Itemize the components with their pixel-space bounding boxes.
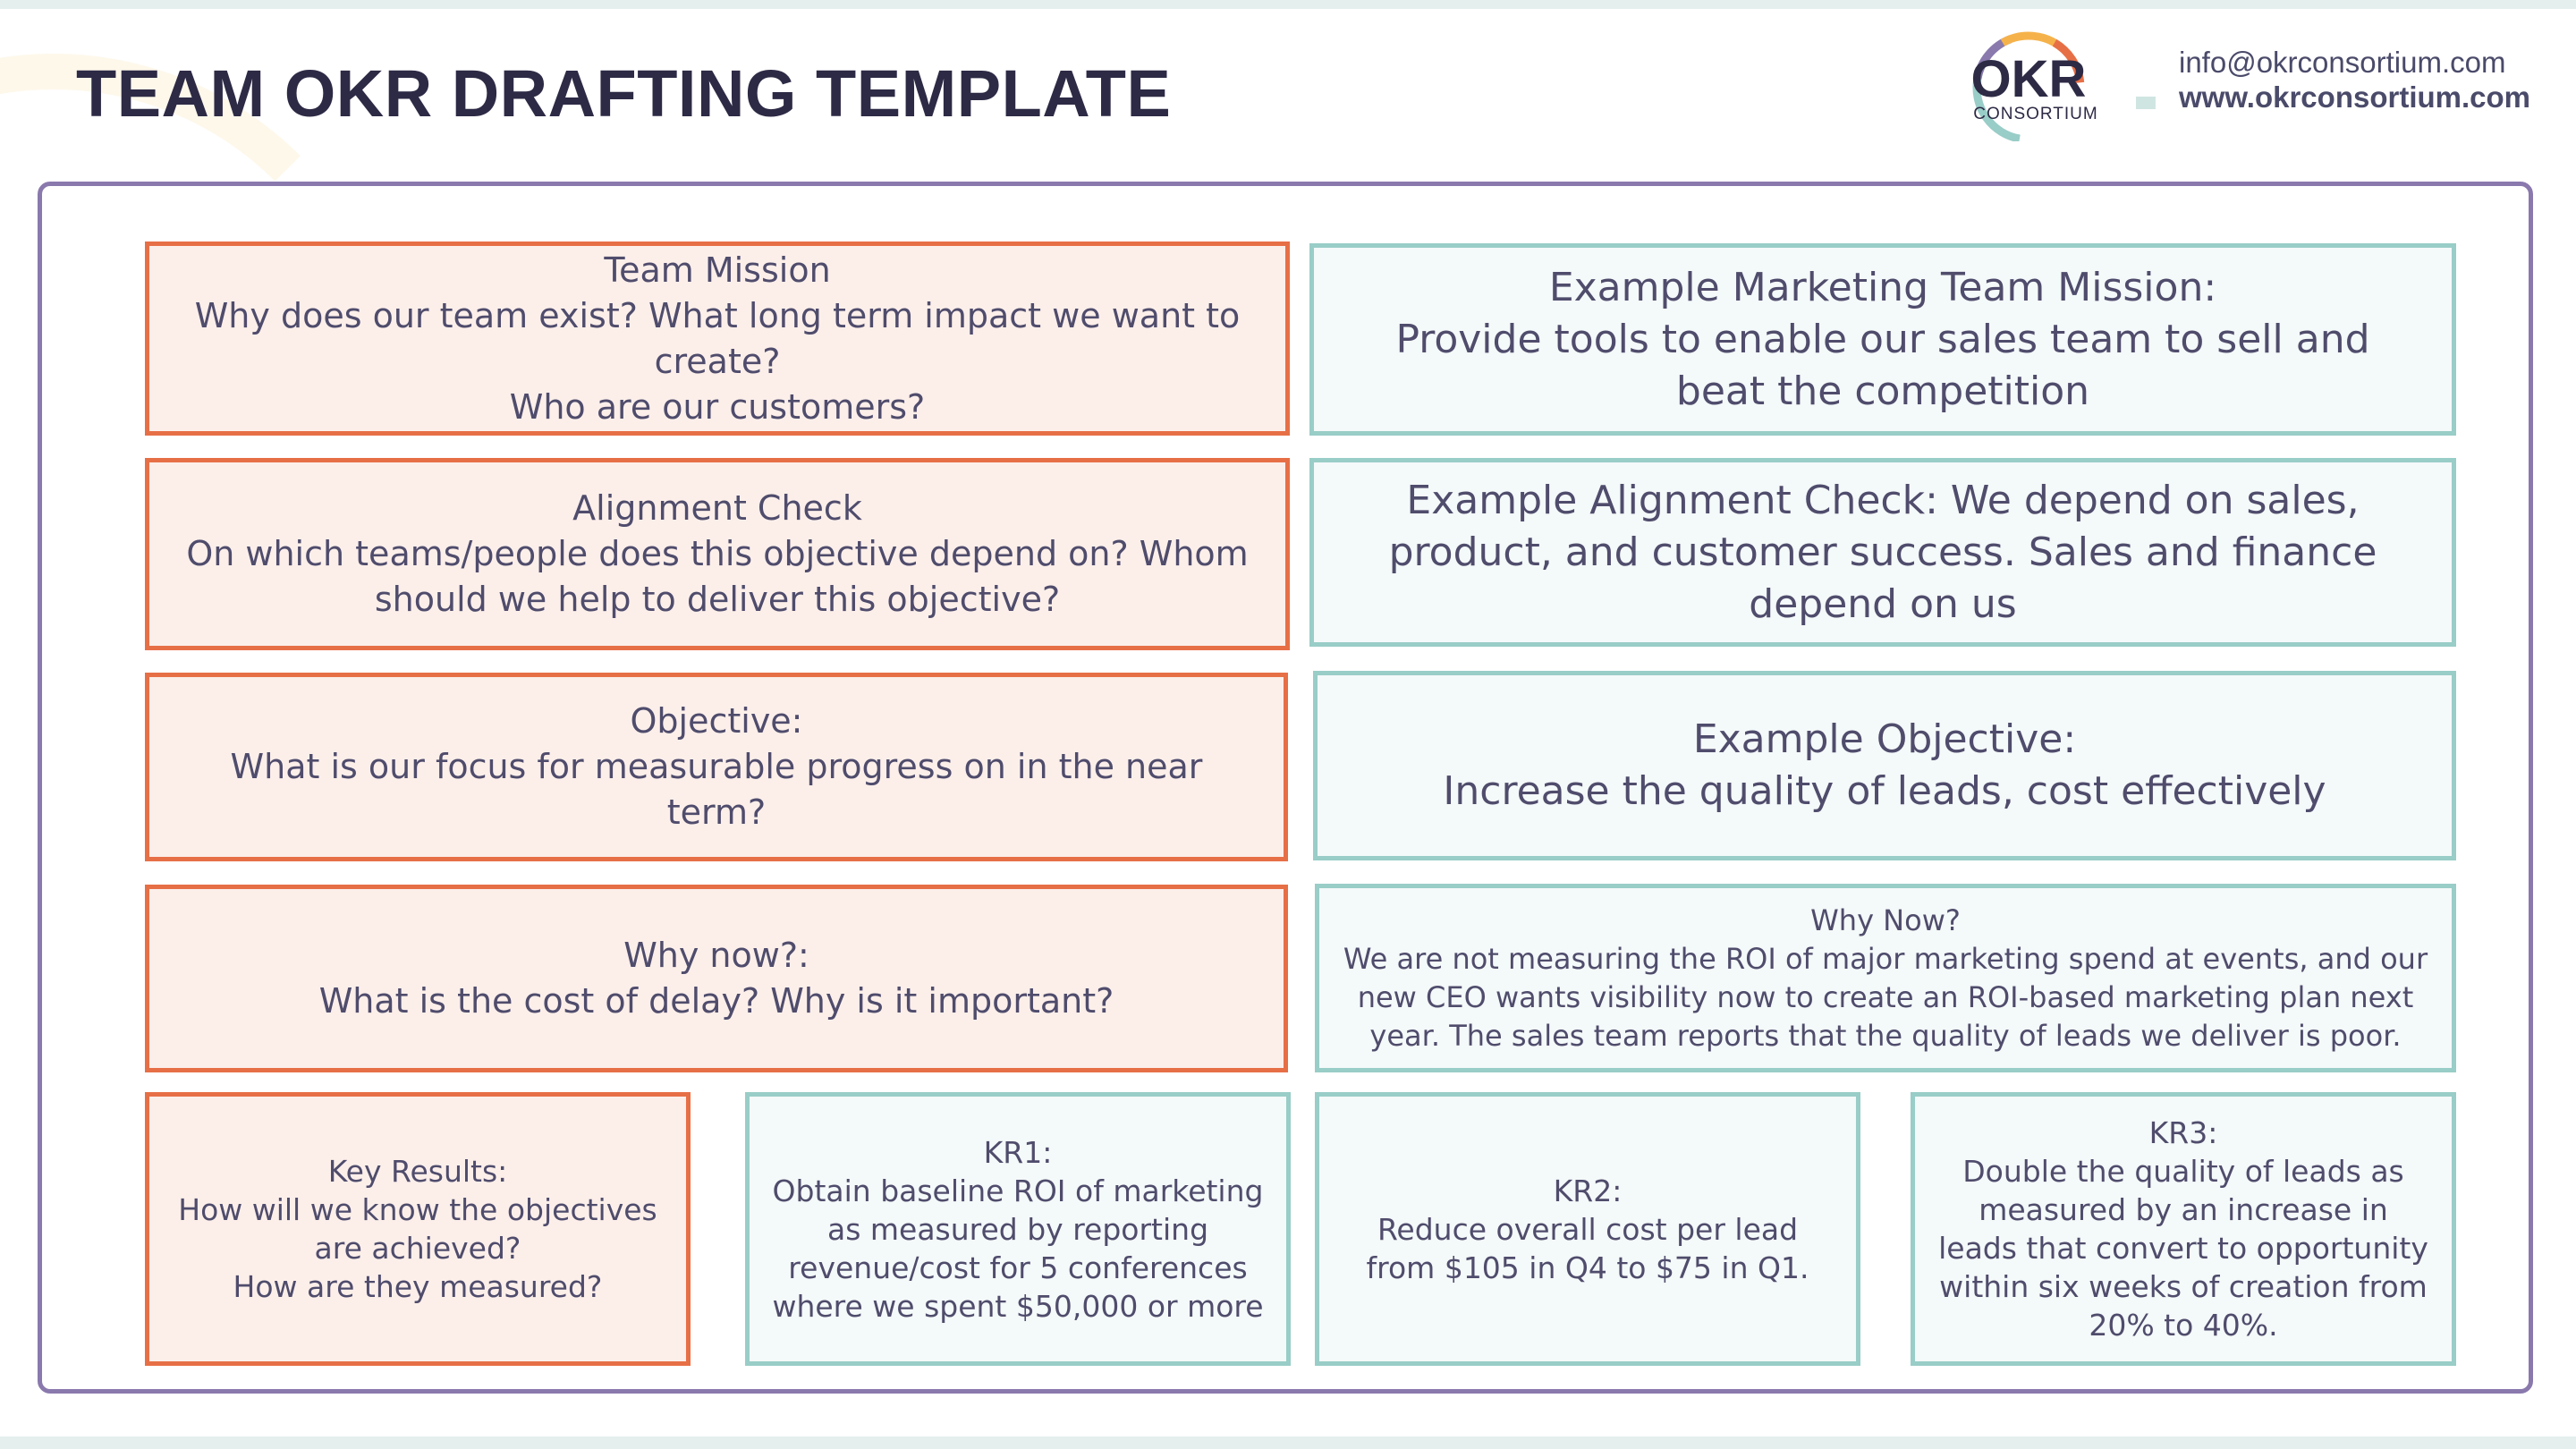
contact-block bbox=[2179, 45, 2530, 114]
key-results-box bbox=[145, 1092, 691, 1366]
team-mission-prompt: Team Mission Why does our team exist? What long term impact we want to create? Who are our customers? bbox=[194, 250, 1241, 427]
page-title: TEAM OKR DRAFTING TEMPLATE bbox=[76, 56, 1172, 131]
example-why-now-text: Why Now? We are not measuring the ROI of major marketing spend at events, and our new CEO wants visibility now to create an ROI-based marketing plan next year. The sales team reports that the quality of leads we deliver is poor. bbox=[1343, 902, 2428, 1053]
contact-website[interactable]: www.okrconsortium.com bbox=[2179, 80, 2531, 114]
example-mission-box bbox=[1309, 243, 2456, 436]
bottom-strip bbox=[0, 1436, 2576, 1449]
objective-prompt: Objective: What is our focus for measurable progress on in the near term? bbox=[230, 701, 1203, 832]
why-now-box bbox=[145, 885, 1288, 1072]
logo-word: OKR bbox=[1970, 50, 2087, 108]
contact-divider bbox=[2136, 97, 2156, 109]
team-mission-box bbox=[145, 242, 1290, 436]
contact-email[interactable]: info@okrconsortium.com bbox=[2179, 46, 2506, 79]
example-alignment-text: Example Alignment Check: We depend on sales, product, and customer success. Sales and finance depend on us bbox=[1388, 477, 2377, 627]
example-why-now-box bbox=[1315, 884, 2456, 1072]
objective-box bbox=[145, 673, 1288, 861]
key-results-prompt: Key Results: How will we know the objectives are achieved? How are they measured? bbox=[178, 1154, 657, 1304]
why-now-prompt: Why now?: What is the cost of delay? Why is it important? bbox=[318, 936, 1114, 1021]
kr1-text: KR1: Obtain baseline ROI of marketing as measured by reporting revenue/cost for 5 conferences where we spent $50,000 or more bbox=[772, 1134, 1264, 1324]
example-objective-box bbox=[1313, 671, 2456, 860]
example-objective-text: Example Objective: Increase the quality of leads, cost effectively bbox=[1443, 716, 2326, 814]
logo-subword: CONSORTIUM bbox=[1973, 105, 2098, 123]
alignment-check-prompt: Alignment Check On which teams/people does this objective depend on? Whom should we help to deliver this objective? bbox=[186, 488, 1249, 619]
okr-consortium-logo bbox=[1923, 16, 2111, 141]
kr1-box bbox=[745, 1092, 1291, 1366]
kr2-box bbox=[1315, 1092, 1860, 1366]
kr3-box bbox=[1911, 1092, 2456, 1366]
alignment-check-box bbox=[145, 458, 1290, 650]
kr2-text: KR2: Reduce overall cost per lead from $105 in Q4 to $75 in Q1. bbox=[1366, 1173, 1809, 1285]
kr3-text: KR3: Double the quality of leads as measured by an increase in leads that convert to opportunity within six weeks of creation from 20% to 40%. bbox=[1938, 1115, 2428, 1343]
example-alignment-box bbox=[1309, 458, 2456, 647]
example-mission-text: Example Marketing Team Mission: Provide tools to enable our sales team to sell and beat the competition bbox=[1395, 264, 2370, 414]
